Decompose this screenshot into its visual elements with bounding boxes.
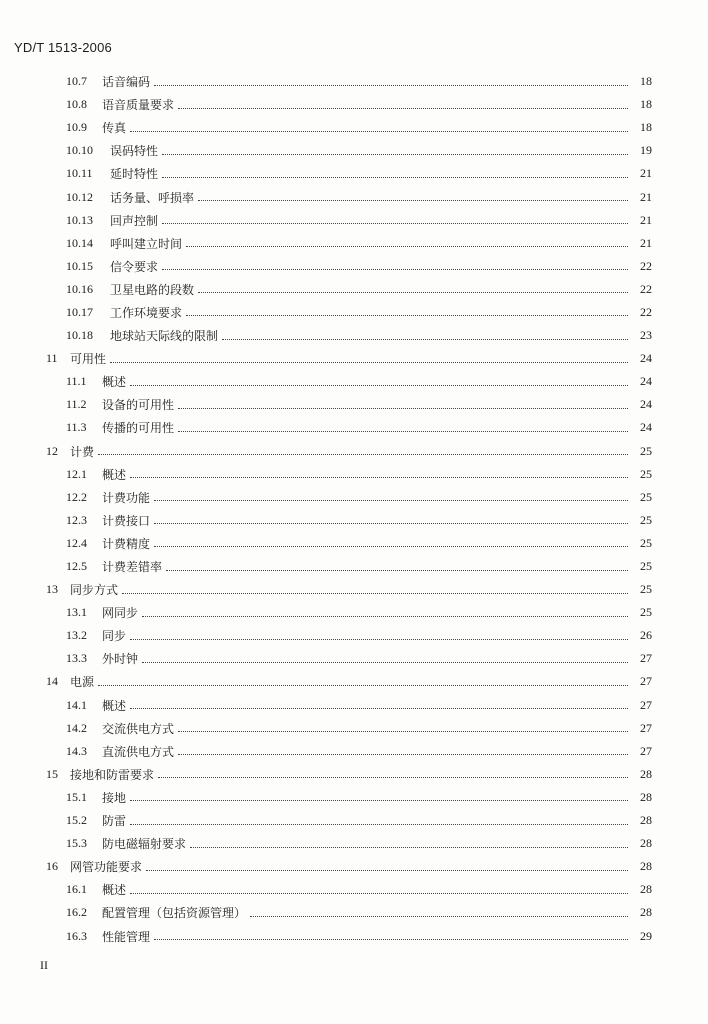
toc-section-row — [0, 924, 708, 947]
toc-entry-page: 28 — [640, 813, 652, 828]
toc-section-row — [0, 878, 708, 901]
toc-entry-page: 27 — [640, 720, 652, 735]
document-code: YD/T 1513-2006 — [14, 40, 112, 55]
toc-section-row — [0, 486, 708, 509]
toc-entry-title: 计费 — [70, 444, 95, 459]
toc-leader-dots — [130, 799, 628, 801]
toc-entry-title: 回声控制 — [110, 213, 159, 228]
toc-leader-dots — [130, 130, 628, 132]
toc-section-row — [0, 555, 708, 578]
toc-entry-title: 配置管理（包括资源管理） — [102, 906, 247, 921]
toc-entry-title: 计费接口 — [102, 513, 151, 528]
toc-entry-page: 18 — [640, 120, 652, 135]
toc-entry-number: 10.12 — [66, 189, 93, 204]
toc-entry-title: 呼叫建立时间 — [110, 236, 183, 251]
toc-entry-number: 13 — [46, 582, 58, 597]
toc-entry-number: 11.2 — [66, 397, 87, 412]
toc-section-row — [0, 301, 708, 324]
toc-section-row — [0, 209, 708, 232]
toc-entry-title: 接地和防雷要求 — [70, 767, 155, 782]
toc-entry-title: 交流供电方式 — [102, 721, 175, 736]
toc-entry-title: 地球站天际线的限制 — [110, 329, 219, 344]
toc-entry-title: 卫星电路的段数 — [110, 282, 195, 297]
toc-section-row — [0, 717, 708, 740]
toc-entry-title: 可用性 — [70, 352, 107, 367]
toc-leader-dots — [250, 915, 628, 917]
toc-entry-number: 11.1 — [66, 374, 87, 389]
toc-leader-dots — [98, 453, 628, 455]
toc-entry-title: 话务量、呼损率 — [110, 190, 195, 205]
toc-entry-page: 22 — [640, 304, 652, 319]
toc-entry-page: 28 — [640, 859, 652, 874]
toc-entry-number: 14.3 — [66, 743, 87, 758]
toc-entry-page: 25 — [640, 466, 652, 481]
toc-entry-page: 18 — [640, 74, 652, 89]
toc-entry-title: 延时特性 — [110, 167, 159, 182]
toc-entry-page: 25 — [640, 535, 652, 550]
toc-entry-number: 10.14 — [66, 235, 93, 250]
toc-entry-title: 计费差错率 — [102, 560, 163, 575]
toc-entry-number: 11 — [46, 351, 58, 366]
toc-section-row — [0, 601, 708, 624]
toc-entry-number: 13.3 — [66, 651, 87, 666]
toc-entry-number: 12.2 — [66, 489, 87, 504]
toc-entry-title: 概述 — [102, 375, 127, 390]
toc-leader-dots — [186, 314, 628, 316]
toc-section-row — [0, 232, 708, 255]
toc-leader-dots — [162, 222, 628, 224]
toc-section-row — [0, 509, 708, 532]
toc-entry-title: 接地 — [102, 790, 127, 805]
toc-entry-title: 传真 — [102, 121, 127, 136]
toc-leader-dots — [198, 291, 628, 293]
toc-entry-title: 工作环境要求 — [110, 305, 183, 320]
toc-entry-number: 16 — [46, 859, 58, 874]
toc-entry-page: 21 — [640, 235, 652, 250]
toc-leader-dots — [122, 592, 628, 594]
toc-entry-page: 28 — [640, 836, 652, 851]
toc-entry-number: 13.2 — [66, 628, 87, 643]
toc-leader-dots — [222, 338, 628, 340]
toc-section-row — [0, 70, 708, 93]
toc-leader-dots — [154, 499, 628, 501]
toc-section-row — [0, 832, 708, 855]
toc-entry-title: 防雷 — [102, 814, 127, 829]
toc-section-row — [0, 740, 708, 763]
toc-entry-page: 27 — [640, 743, 652, 758]
toc-leader-dots — [130, 892, 628, 894]
toc-entry-number: 14.2 — [66, 720, 87, 735]
toc-leader-dots — [178, 753, 628, 755]
toc-entry-title: 网管功能要求 — [70, 860, 143, 875]
toc-entry-number: 15.1 — [66, 789, 87, 804]
toc-entry-title: 误码特性 — [110, 144, 159, 159]
toc-entry-number: 13.1 — [66, 605, 87, 620]
toc-entry-number: 12 — [46, 443, 58, 458]
toc-section-row — [0, 694, 708, 717]
toc-section-row — [0, 393, 708, 416]
toc-leader-dots — [154, 84, 628, 86]
toc-entry-page: 22 — [640, 281, 652, 296]
toc-entry-number: 16.2 — [66, 905, 87, 920]
toc-entry-page: 28 — [640, 882, 652, 897]
toc-entry-title: 概述 — [102, 467, 127, 482]
toc-section-row — [0, 532, 708, 555]
toc-entry-title: 计费功能 — [102, 490, 151, 505]
toc-leader-dots — [142, 615, 628, 617]
toc-entry-title: 信令要求 — [110, 259, 159, 274]
toc-leader-dots — [154, 938, 628, 940]
toc-entry-number: 10.13 — [66, 212, 93, 227]
toc-chapter-row — [0, 440, 708, 463]
toc-entry-page: 28 — [640, 905, 652, 920]
toc-entry-page: 26 — [640, 628, 652, 643]
toc-leader-dots — [130, 476, 628, 478]
toc-section-row — [0, 139, 708, 162]
toc-chapter-row — [0, 578, 708, 601]
toc-leader-dots — [158, 776, 628, 778]
toc-leader-dots — [142, 661, 628, 663]
toc-leader-dots — [178, 107, 628, 109]
toc-section-row — [0, 324, 708, 347]
toc-entry-page: 27 — [640, 651, 652, 666]
toc-entry-title: 概述 — [102, 698, 127, 713]
toc-leader-dots — [190, 846, 628, 848]
toc-entry-title: 防电磁辐射要求 — [102, 837, 187, 852]
toc-entry-title: 语音质量要求 — [102, 98, 175, 113]
toc-entry-title: 话音编码 — [102, 75, 151, 90]
toc-entry-number: 10.17 — [66, 304, 93, 319]
toc-leader-dots — [162, 268, 628, 270]
toc-leader-dots — [130, 823, 628, 825]
toc-entry-page: 27 — [640, 674, 652, 689]
toc-chapter-row — [0, 763, 708, 786]
toc-leader-dots — [130, 707, 628, 709]
toc-section-row — [0, 786, 708, 809]
toc-entry-number: 16.3 — [66, 928, 87, 943]
toc-leader-dots — [130, 638, 628, 640]
toc-entry-page: 24 — [640, 397, 652, 412]
toc-entry-page: 25 — [640, 489, 652, 504]
toc-entry-page: 19 — [640, 143, 652, 158]
toc-leader-dots — [198, 199, 628, 201]
toc-section-row — [0, 647, 708, 670]
toc-section-row — [0, 255, 708, 278]
toc-entry-number: 10.10 — [66, 143, 93, 158]
toc-entry-page: 21 — [640, 189, 652, 204]
toc-entry-page: 29 — [640, 928, 652, 943]
toc-section-row — [0, 624, 708, 647]
toc-section-row — [0, 901, 708, 924]
toc-entry-number: 12.5 — [66, 559, 87, 574]
toc-entry-title: 性能管理 — [102, 929, 151, 944]
toc-entry-number: 10.11 — [66, 166, 93, 181]
toc-leader-dots — [162, 153, 628, 155]
toc-entry-page: 25 — [640, 443, 652, 458]
toc-entry-number: 15 — [46, 766, 58, 781]
toc-section-row — [0, 93, 708, 116]
toc-entry-page: 28 — [640, 789, 652, 804]
toc-entry-number: 10.7 — [66, 74, 87, 89]
toc-leader-dots — [130, 384, 628, 386]
toc-leader-dots — [98, 684, 628, 686]
toc-leader-dots — [110, 361, 628, 363]
toc-chapter-row — [0, 347, 708, 370]
toc-leader-dots — [186, 245, 628, 247]
toc-entry-number: 14 — [46, 674, 58, 689]
toc-entry-number: 12.4 — [66, 535, 87, 550]
toc-entry-title: 设备的可用性 — [102, 398, 175, 413]
toc-entry-page: 24 — [640, 374, 652, 389]
toc-entry-page: 25 — [640, 512, 652, 527]
toc-section-row — [0, 416, 708, 439]
toc-entry-number: 10.9 — [66, 120, 87, 135]
toc-entry-page: 21 — [640, 166, 652, 181]
toc-section-row — [0, 185, 708, 208]
toc-entry-number: 12.3 — [66, 512, 87, 527]
toc-section-row — [0, 116, 708, 139]
toc-entry-page: 25 — [640, 582, 652, 597]
toc-entry-title: 同步 — [102, 629, 127, 644]
toc-entry-number: 10.8 — [66, 97, 87, 112]
toc-entry-title: 传播的可用性 — [102, 421, 175, 436]
toc-leader-dots — [154, 545, 628, 547]
toc-entry-title: 直流供电方式 — [102, 744, 175, 759]
toc-entry-title: 同步方式 — [70, 583, 119, 598]
toc-entry-number: 12.1 — [66, 466, 87, 481]
toc-entry-page: 24 — [640, 420, 652, 435]
toc-leader-dots — [154, 522, 628, 524]
toc-entry-page: 28 — [640, 766, 652, 781]
toc-leader-dots — [162, 176, 628, 178]
toc-entry-number: 16.1 — [66, 882, 87, 897]
toc-entry-number: 10.16 — [66, 281, 93, 296]
toc-entry-page: 27 — [640, 697, 652, 712]
toc-section-row — [0, 278, 708, 301]
toc-entry-number: 15.3 — [66, 836, 87, 851]
toc-leader-dots — [178, 730, 628, 732]
toc-entry-page: 24 — [640, 351, 652, 366]
toc-section-row — [0, 809, 708, 832]
toc-entry-page: 23 — [640, 328, 652, 343]
toc-entry-title: 概述 — [102, 883, 127, 898]
toc-section-row — [0, 162, 708, 185]
toc-entry-number: 15.2 — [66, 813, 87, 828]
toc-leader-dots — [178, 407, 628, 409]
toc-entry-page: 25 — [640, 605, 652, 620]
toc-entry-number: 14.1 — [66, 697, 87, 712]
toc-entry-page: 21 — [640, 212, 652, 227]
toc-entry-title: 计费精度 — [102, 536, 151, 551]
toc-section-row — [0, 463, 708, 486]
toc-leader-dots — [166, 569, 628, 571]
toc-entry-number: 11.3 — [66, 420, 87, 435]
toc-section-row — [0, 370, 708, 393]
page-number: II — [40, 958, 48, 972]
toc-entry-page: 25 — [640, 559, 652, 574]
toc-chapter-row — [0, 855, 708, 878]
table-of-contents — [0, 70, 708, 948]
toc-entry-title: 外时钟 — [102, 652, 139, 667]
toc-entry-number: 10.18 — [66, 328, 93, 343]
toc-entry-title: 网同步 — [102, 606, 139, 621]
toc-chapter-row — [0, 670, 708, 693]
toc-entry-title: 电源 — [70, 675, 95, 690]
toc-leader-dots — [178, 430, 628, 432]
toc-entry-page: 22 — [640, 258, 652, 273]
toc-entry-number: 10.15 — [66, 258, 93, 273]
toc-entry-page: 18 — [640, 97, 652, 112]
toc-leader-dots — [146, 869, 628, 871]
